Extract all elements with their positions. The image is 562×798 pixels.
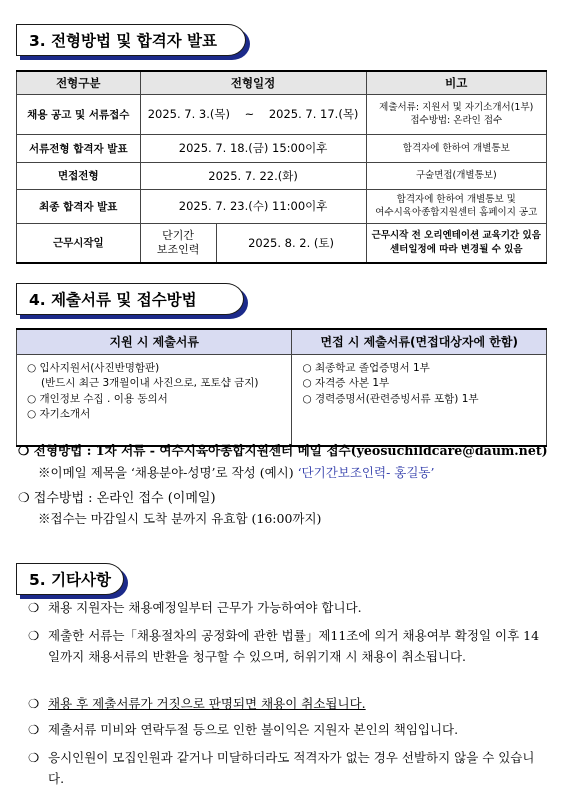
- list-item: ○ 최종학교 졸업증명서 1부: [302, 361, 430, 374]
- item-text: 응시인원이 모집인원과 같거나 미달하더라도 적격자가 없는 경우 선발하지 않을 수 있습니다.: [48, 750, 535, 786]
- table-row: [17, 94, 547, 134]
- cell-type: 근무시작일: [17, 223, 141, 263]
- item-text: 제출서류 미비와 연락두절 등으로 인한 불이익은 지원자 본인의 책임입니다.: [48, 722, 459, 737]
- table-header-row: [17, 71, 547, 94]
- bullet-icon: ❍: [28, 628, 40, 643]
- section-3-heading: 3. 전형방법 및 합격자 발표: [16, 24, 246, 56]
- table-header-row: [17, 329, 547, 354]
- email-subject-example: ‘단기간보조인력- 홍길동’: [297, 465, 435, 480]
- cell-note: 구술면접(개별통보): [366, 162, 546, 189]
- bullet-icon: ❍: [28, 696, 40, 711]
- bullet-icon: ❍: [28, 750, 40, 765]
- documents-table: [16, 328, 547, 447]
- deadline-note: ※접수는 마감일시 도착 분까지 유효함 (16:00까지): [38, 511, 322, 526]
- list-item: ○ 경력증명서(관련증빙서류 포함) 1부: [302, 392, 479, 405]
- table-row: [17, 223, 547, 263]
- header-interview-docs: 면접 시 제출서류(면접대상자에 한함): [292, 329, 547, 354]
- cell-note: [366, 189, 546, 223]
- cell-note: [366, 94, 546, 134]
- cell-type: 채용 공고 및 서류접수: [17, 94, 141, 134]
- interview-docs-list: [292, 354, 547, 446]
- table-row: [17, 189, 547, 223]
- cell-type: 서류전형 합격자 발표: [17, 134, 141, 162]
- email-subject-note: [38, 463, 434, 481]
- note-line: 근무시작 전 오리엔테이션 교육기간 있음: [371, 229, 541, 241]
- item-text: 제출한 서류는「채용절차의 공정화에 관한 법률」제11조에 의거 채용여부 확정일 이후 14일까지 채용서류의 반환을 청구할 수 있으며, 허위기재 시 채용이 취소됩니다.: [48, 628, 540, 664]
- list-item: [28, 597, 548, 618]
- bullet-icon: ❍: [28, 600, 40, 615]
- cell-date: 2025. 7. 3.(목) ~ 2025. 7. 17.(목): [140, 94, 366, 134]
- cell-type: 최종 합격자 발표: [17, 189, 141, 223]
- header-type: 전형구분: [17, 71, 141, 94]
- cell-note: [366, 223, 546, 263]
- item-text: 채용 후 제출서류가 거짓으로 판명되면 채용이 취소됩니다.: [48, 696, 366, 711]
- table-row: [17, 354, 547, 446]
- apply-docs-list: [17, 354, 292, 446]
- cell-date: 2025. 7. 22.(화): [140, 162, 366, 189]
- note-line: 여수시육아종합지원센터 홈페이지 공고: [375, 207, 538, 218]
- note-line: 센터일정에 따라 변경될 수 있음: [390, 243, 523, 255]
- table-row: [17, 134, 547, 162]
- list-item: ○ 개인정보 수집 . 이용 동의서: [27, 392, 168, 405]
- list-item: [28, 747, 548, 789]
- header-note: 비고: [366, 71, 546, 94]
- cell-type: 면접전형: [17, 162, 141, 189]
- header-apply-docs: 지원 시 제출서류: [17, 329, 292, 354]
- selection-method-line: ❍ 전형방법 : 1차 서류 - 여수시육아종합지원센터 메일 접수(yeosuchildcare@daum.net): [18, 443, 548, 458]
- list-item: ○ 자격증 사본 1부: [302, 377, 390, 389]
- schedule-table: [16, 70, 547, 264]
- list-item: [28, 719, 548, 740]
- note-line: 합격자에 한하여 개별통보 및: [396, 194, 516, 205]
- cell-note: 합격자에 한하여 개별통보: [366, 134, 546, 162]
- cell-date: 2025. 8. 2. (토): [216, 223, 366, 263]
- table-row: [17, 162, 547, 189]
- bullet-icon: ❍: [28, 722, 40, 737]
- subtype-line: 단기간: [162, 228, 195, 242]
- list-item: ○ 입사지원서(사진반명함판): [27, 361, 160, 374]
- subtype-line: 보조인력: [156, 242, 200, 256]
- cell-subtype: [140, 223, 216, 263]
- cell-date: 2025. 7. 23.(수) 11:00이후: [140, 189, 366, 223]
- list-item: [28, 693, 548, 714]
- note-line: 제출서류: 지원서 및 자기소개서(1부): [379, 102, 534, 113]
- section-4-heading: 4. 제출서류 및 접수방법: [16, 283, 244, 315]
- cell-date: 2025. 7. 18.(금) 15:00이후: [140, 134, 366, 162]
- item-text: 채용 지원자는 채용예정일부터 근무가 가능하여야 합니다.: [48, 600, 362, 615]
- email-subject-text: ※이메일 제목을 ‘채용분야-성명’로 작성 (예시): [38, 465, 298, 480]
- list-item: ○ 자기소개서: [27, 408, 91, 420]
- submission-method-line: ❍ 접수방법 : 온라인 접수 (이메일): [18, 491, 216, 506]
- list-item: [28, 625, 548, 667]
- header-date: 전형일정: [140, 71, 366, 94]
- section-5-heading: 5. 기타사항: [16, 563, 124, 595]
- list-item: (반드시 최근 3개월이내 사진으로, 포토샵 금지): [41, 377, 259, 389]
- note-line: 접수방법: 온라인 접수: [410, 115, 503, 126]
